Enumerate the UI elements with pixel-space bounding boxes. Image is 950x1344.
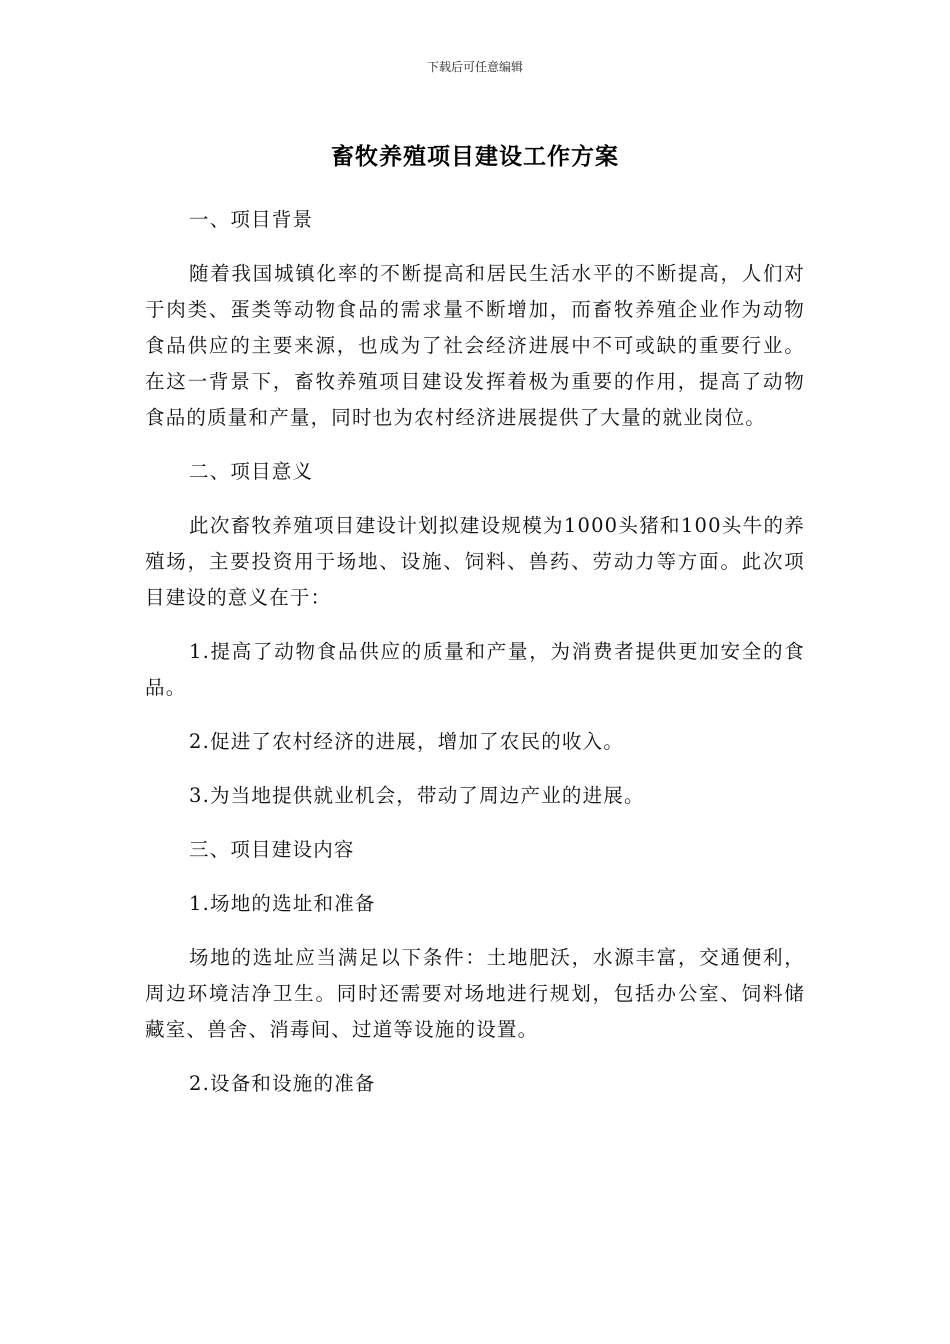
paragraph-site: 场地的选址应当满足以下条件：土地肥沃，水源丰富，交通便利，周边环境洁净卫生。同时还需要对场地进行规划，包括办公室、饲料储藏室、兽舍、消毒间、过道等设施的设置。: [145, 946, 805, 1041]
document-title: 畜牧养殖项目建设工作方案: [331, 144, 619, 170]
section-heading-background: 一、项目背景: [189, 208, 314, 231]
document-body: [145, 202, 805, 1120]
subheading-equipment: 2.设备和设施的准备: [189, 1072, 376, 1095]
list-item-significance-2: 2.促进了农村经济的进展，增加了农民的收入。: [189, 730, 625, 753]
subheading-site: 1.场地的选址和准备: [189, 892, 376, 915]
paragraph-significance: 此次畜牧养殖项目建设计划拟建设规模为1000头猪和100头牛的养殖场，主要投资用于场地、设施、饲料、兽药、劳动力等方面。此次项目建设的意义在于：: [145, 514, 805, 609]
header-note: 下载后可任意编辑: [426, 60, 523, 74]
list-item-significance-1: 1.提高了动物食品供应的质量和产量，为消费者提供更加安全的食品。: [145, 640, 805, 699]
section-heading-content: 三、项目建设内容: [189, 838, 355, 861]
list-item-significance-3: 3.为当地提供就业机会，带动了周边产业的进展。: [189, 784, 645, 807]
section-heading-significance: 二、项目意义: [189, 460, 314, 483]
paragraph-background: 随着我国城镇化率的不断提高和居民生活水平的不断提高，人们对于肉类、蛋类等动物食品的需求量不断增加，而畜牧养殖企业作为动物食品供应的主要来源，也成为了社会经济进展中不可或缺的重要行业。在这一背景下，畜牧养殖项目建设发挥着极为重要的作用，提高了动物食品的质量和产量，同时也为农村经济进展提供了大量的就业岗位。: [145, 262, 805, 429]
